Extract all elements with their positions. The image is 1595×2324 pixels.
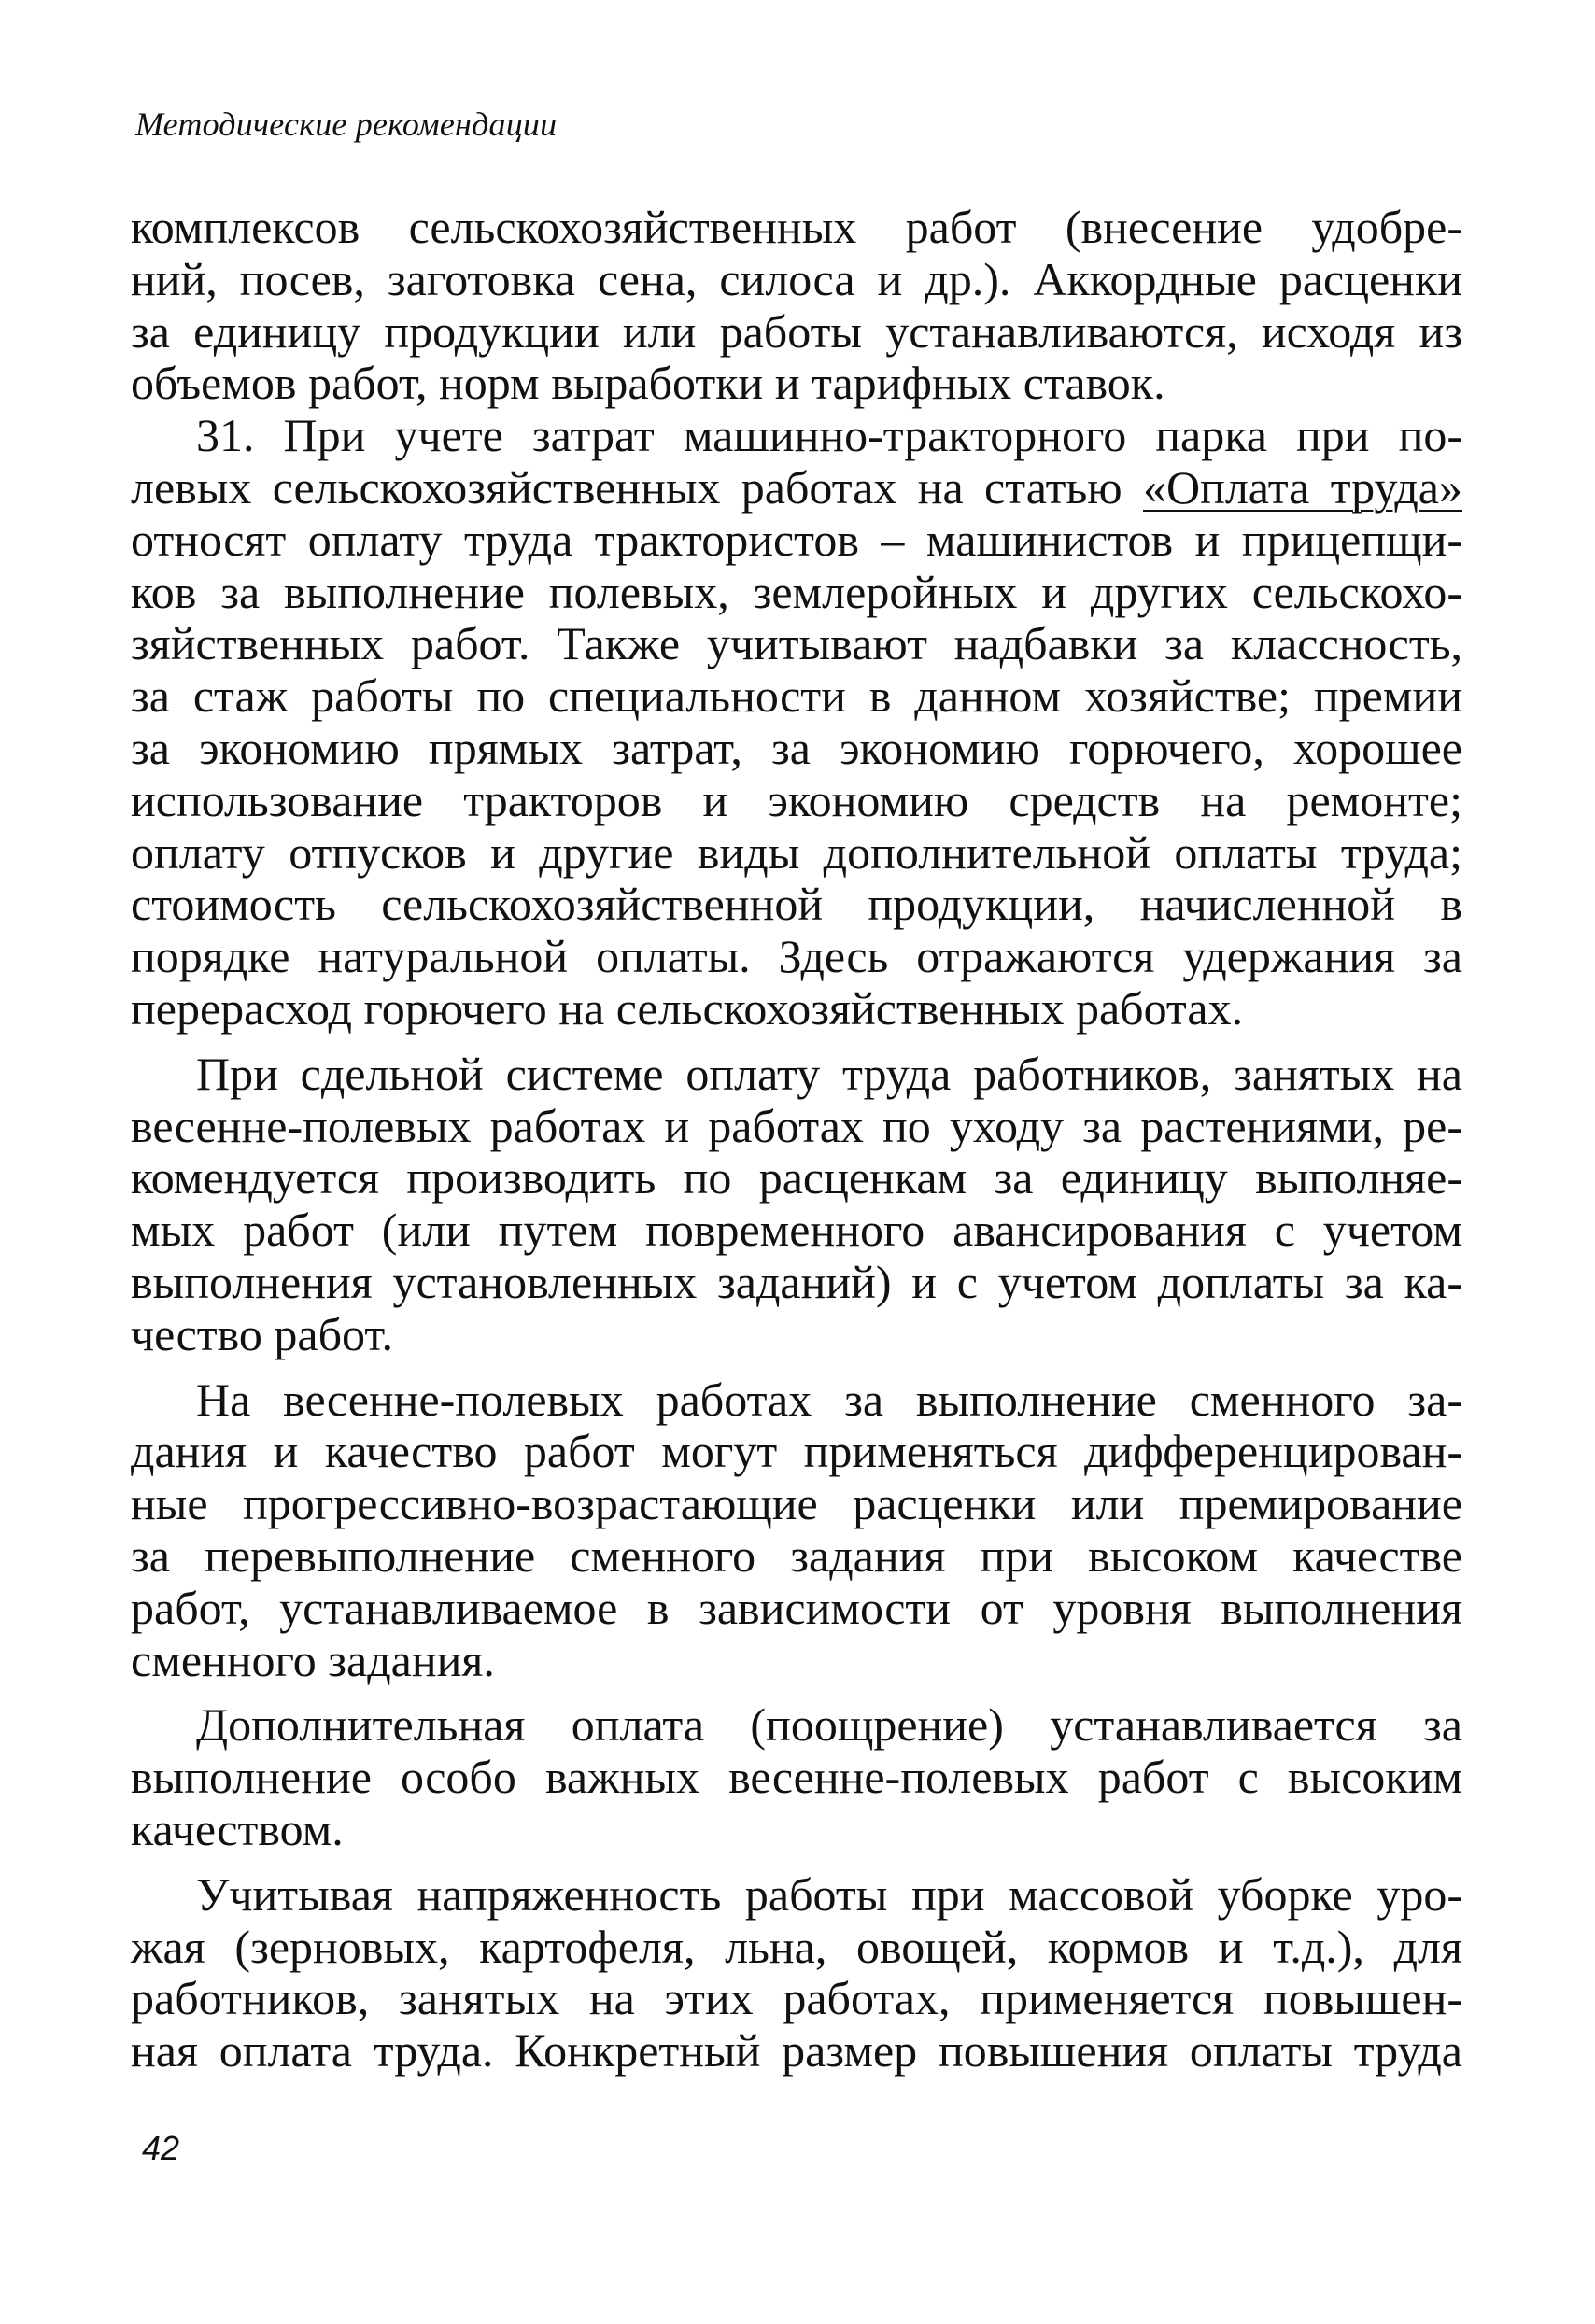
text-line: за перевыполнение сменного задания при высоком качестве xyxy=(131,1528,1462,1582)
text-line: На весенне-полевых работах за выполнение сменного за- xyxy=(196,1373,1462,1426)
text-line: выполнения установленных заданий) и с учетом доплаты за ка- xyxy=(131,1255,1462,1308)
text-line: дания и качество работ могут применяться дифференцирован- xyxy=(131,1425,1462,1478)
text-line: порядке натуральной оплаты. Здесь отражаются удержания за xyxy=(131,930,1462,983)
text-line: 31. При учете затрат машинно-тракторного парка при по- xyxy=(196,409,1462,462)
running-header: Методические рекомендации xyxy=(135,106,558,143)
paragraph-spacer xyxy=(131,1686,1462,1699)
paragraph-3 xyxy=(131,1049,1462,1361)
paragraph-spacer xyxy=(131,1361,1462,1374)
text-line: за единицу продукции или работы устанавливаются, исходя из xyxy=(131,304,1462,358)
text-line: объемов работ, норм выработки и тарифных ставок. xyxy=(131,357,1165,410)
text-line: ний, посев, заготовка сена, силоса и др.). Аккордные расценки xyxy=(131,252,1462,305)
paragraph-4 xyxy=(131,1374,1462,1687)
text-line: выполнение особо важных весенне-полевых работ с высоким xyxy=(131,1751,1462,1804)
paragraph-2 xyxy=(131,410,1462,1035)
text-line: качеством. xyxy=(131,1802,344,1855)
paragraph-6 xyxy=(131,1869,1462,2078)
underlined-article-reference: «Оплата труда» xyxy=(1142,460,1462,514)
text-line: мых работ (или путем повременного авансирования с учетом xyxy=(131,1204,1462,1257)
text-line: зяйственных работ. Также учитывают надбавки за классность, xyxy=(131,617,1462,670)
text-line: Учитывая напряженность работы при массовой уборке уро- xyxy=(196,1867,1462,1921)
text-line: комплексов сельскохозяйственных работ (внесение удобре- xyxy=(131,201,1462,253)
text-line: ные прогрессивно-возрастающие расценки или премирование xyxy=(131,1477,1462,1530)
text-fragment: левых сельскохозяйственных работах на статью xyxy=(131,460,1143,514)
text-line: При сдельной системе оплату труда работников, занятых на xyxy=(196,1047,1462,1100)
paragraph-1 xyxy=(131,202,1462,410)
text-line: работ, устанавливаемое в зависимости от уровня выполнения xyxy=(131,1581,1462,1634)
paragraph-spacer xyxy=(131,1035,1462,1049)
paragraph-5 xyxy=(131,1699,1462,1855)
page-number: 42 xyxy=(142,2129,180,2167)
text-line: за экономию прямых затрат, за экономию горючего, хорошее xyxy=(131,721,1462,774)
text-line: работников, занятых на этих работах, применяется повышен- xyxy=(131,1972,1462,2025)
text-line xyxy=(131,462,1462,514)
text-line: комендуется производить по расценкам за единицу выполняе- xyxy=(131,1151,1462,1204)
text-line: за стаж работы по специальности в данном хозяйстве; премии xyxy=(131,669,1462,723)
paragraph-spacer xyxy=(131,1856,1462,1869)
text-line: весенне-полевых работах и работах по уходу за растениями, ре- xyxy=(131,1099,1462,1152)
text-line: перерасход горючего на сельскохозяйственных работах. xyxy=(131,981,1244,1035)
text-line: ков за выполнение полевых, землеройных и других сельскохо- xyxy=(131,565,1462,618)
text-line: чество работ. xyxy=(131,1307,393,1360)
text-line: стоимость сельскохозяйственной продукции, начисленной в xyxy=(131,878,1462,931)
text-line: оплату отпусков и другие виды дополнительной оплаты труда; xyxy=(131,825,1462,879)
text-line: относят оплату труда трактористов – машинистов и прицепщи- xyxy=(131,513,1462,566)
text-line: жая (зерновых, картофеля, льна, овощей, кормов и т.д.), для xyxy=(131,1920,1462,1973)
body-text xyxy=(131,202,1462,2078)
text-line: ная оплата труда. Конкретный размер повышения оплаты труда xyxy=(131,2024,1462,2078)
text-line: использование тракторов и экономию средств на ремонте; xyxy=(131,773,1462,826)
text-line: Дополнительная оплата (поощрение) устанавливается за xyxy=(196,1698,1462,1752)
text-line: сменного задания. xyxy=(131,1633,495,1686)
